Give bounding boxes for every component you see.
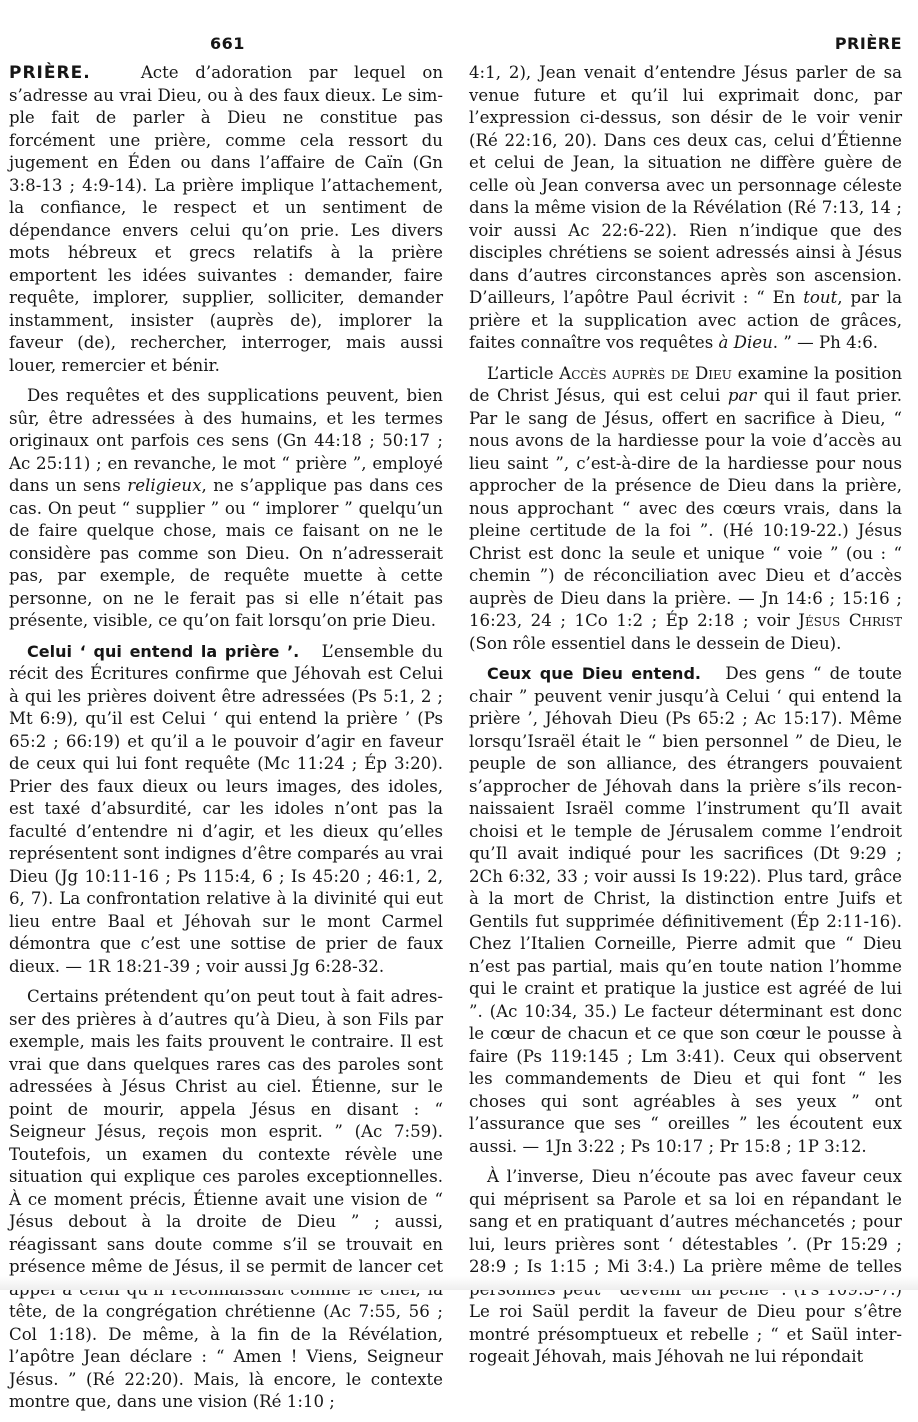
section-subheading: Ceux que Dieu entend.: [487, 664, 701, 683]
section-paragraph: [469, 663, 902, 1158]
continued-paragraph: [469, 62, 902, 355]
cross-reference: Jésus Christ: [798, 611, 903, 630]
section-subheading: Celui ‘ qui entend la prière ’.: [27, 641, 300, 661]
emphasis: tout: [803, 288, 838, 307]
paragraph: Certains prétendent qu’on peut tout à fait adresser des prières à d’autres qu’à Dieu, à son Fils par exemple, mais les faits prouvent le contraire. Il est vrai que dans quelques rares cas des paroles sont adressées à Jésus Christ au ciel. Étienne, sur le point de mourir, appela Jésus en disant : “ Seigneur Jésus, reçois mon esprit. ” (Ac 7:59). Toutefois, un examen du contexte révèle une situation qui explique ces paroles exceptionnelles. À ce moment précis, Étienne avait une vision de “ Jésus debout à la droite de Dieu ” ; aussi, réagissant sans doute comme s’il se trouvait en présence même de Jésus, il se permit de lancer cet tête, de la congrégation chrétienne (Ac 7:55, 56 ; Col 1:18). De même, à la fin de la Révélation, l’apôtre Jean déclare : “ Amen ! Viens, Seigneur Jésus. ” (Ré 22:20). Mais, là encore, le contexte montre que, dans une vision (Ré 1:10 ;: [9, 987, 443, 1411]
paragraph-text: Des gens “ de toute chair ” peuvent venir jusqu’à Celui ‘ qui entend la prière ’, Jéhovah Dieu (Ps 65:2 ; Ac 15:17). Même lorsqu’Israël était le “ bien personnel ” de Dieu, le peuple de son alliance, des étrangers pouvaient s’approcher de Jéhovah dans la prière s’ils reconnaissaient Israël comme l’instrument qu’Il avait choisi et le temple de Jérusalem comme l’endroit qu’Il avait indiqué pour les sacrifices (Dt 9:29 ; 2Ch 6:32, 33 ; voir aussi Is 19:22). Plus tard, grâce à la mort de Christ, la distinction entre Juifs et Gentils fut supprimée définitivement (Ép 2:11-16). Chez l’Italien Corneille, Pierre admit que “ Dieu n’est pas partial, mais qu’en toute nation l’homme qui le craint et pratique la justice est agréé de lui ”. (Ac 10:34, 35.) Le facteur déterminant est donc le cœur de chacun et ce que son cœur le pousse à faire (Ps 119:145 ; Lm 3:41). Ceux qui observent les commandements de Dieu et qui font “ les choses qui sont agréables à ses yeux ” ont l’assurance que ses “ oreilles ” les écoutent eux aussi. — 1Jn 3:22 ; Ps 10:17 ; Pr 15:8 ; 1P 3:12.: [469, 664, 902, 1156]
text-run: , par la prière et la supplication avec action de grâces, faites connaître vos requêtes: [469, 288, 902, 352]
text-run: , ne s’applique pas dans ces cas. On peut “ supplier ” ou “ implorer ” quelqu’un de faire quelque chose, mais ce faisant on ne le considère pas comme son Dieu. On n’adresserait pas, par exemple, de requête muette à cette personne, on ne le ferait pas si elle n’était pas présente, visible, ce qu’on fait lorsqu’on prie Dieu.: [9, 476, 443, 630]
emphasis: religieux: [127, 476, 202, 495]
text-run: . ” — Ph 4:6.: [772, 333, 879, 352]
text-run: qui il faut prier. Par le sang de Jésus, offert en sacrifice à Dieu, “ nous avons de la hardiesse pour la voie d’accès au lieu saint ”, c’est-à-dire de la hardiesse pour nous approcher de la présence de Dieu dans la prière, nous approchant “ avec des cœurs vrais, dans la pleine certitude de la foi ”. (Hé 10:19-22.) Jésus Christ est donc la seule et unique “ voie ” (ou : “ chemin ”) de réconciliation avec Dieu et d’accès auprès de Dieu dans la prière. — Jn 14:6 ; 15:16 ; 16:23, 24 ; 1Co 1:2 ; Ép 2:18 ; voir: [469, 386, 902, 630]
text-run: examine la position de Christ Jésus, qui est celui: [469, 363, 903, 405]
page-number: 661: [210, 34, 245, 53]
left-column: [9, 62, 443, 1422]
emphasis: par: [727, 386, 757, 405]
emphasis: à Dieu: [718, 333, 773, 352]
entry-term: PRIÈRE.: [9, 63, 91, 83]
paragraph: [469, 363, 902, 656]
paragraph: [9, 385, 443, 633]
section-paragraph: [9, 641, 443, 979]
text-run: Des requêtes et des supplications peuvent, bien sûr, être adressées à des humains, et les termes originaux ont parfois ces sens (Gn 44:18 ; 50:17 ; Ac 25:11) ; en revanche, le mot “ prière ”, employé dans un sens: [9, 386, 443, 495]
paragraph: À l’inverse, Dieu n’écoute pas avec faveur ceux qui méprisent sa Parole et sa loi en répandant le sang et en pratiquant d’autres méchancetés ; pour lui, leurs prières sont ‘ détestables ’. (Pr 15:29 ; 28:9 ; Is 1:15 ; Mi 3:4.) La prière même de telles Le roi Saül perdit la faveur de Dieu pour s’être montré présomptueux et rebelle ; “ et Saül interrogeait Jéhovah, mais Jéhovah ne lui répondait: [469, 1167, 902, 1366]
paragraph-text: Acte d’adoration par lequel on s’adresse au vrai Dieu, ou à des faux dieux. Le simple fait de parler à Dieu ne constitue pas forcément une prière, comme cela ressort du jugement en Éden ou dans l’affaire de Caïn (Gn 3:8-13 ; 4:9-14). La prière implique l’attachement, la confiance, le respect et un sentiment de dépendance envers celui qu’on prie. Les divers mots hébreux et grecs relatifs à la prière emportent les idées suivantes : demander, faire requête, implorer, supplier, solliciter, demander instamment, insister (auprès de), implorer la faveur (de), rechercher, interroger, mais aussi louer, remercier et bénir.: [9, 63, 444, 375]
text-run: (Son rôle essentiel dans le dessein de Dieu).: [469, 633, 842, 653]
right-column: [469, 62, 902, 1377]
entry-intro-paragraph: [9, 62, 443, 377]
text-run: L’article: [487, 363, 560, 383]
cross-reference: Accès auprès de Dieu: [559, 363, 732, 383]
running-title: PRIÈRE: [834, 34, 902, 53]
paragraph-text: L’ensemble du récit des Écritures confirme que Jéhovah est Celui à qui les prières doivent être adressées (Ps 5:1, 2 ; Mt 6:9), qu’il est Celui ‘ qui entend la prière ’ (Ps 65:2 ; 66:19) et qu’il a le pouvoir d’agir en faveur de ceux qui lui font requête (Mc 11:24 ; Ép 3:20). Prier des faux dieux ou leurs images, des idoles, est taxé d’absurdité, car les idoles n’ont pas la faculté d’entendre ni d’agir, et les dieux qu’elles représentent sont indignes d’être comparés au vrai Dieu (Jg 10:11-16 ; Ps 115:4, 6 ; Is 45:20 ; 46:1, 2, 6, 7). La confrontation relative à la divinité qui eut lieu entre Baal et Jéhovah sur le mont Carmel démontra que c’est une sottise de prier de faux dieux. — 1R 18:21-39 ; voir aussi Jg 6:28-32.: [9, 641, 443, 976]
page-bottom-shadow: [0, 1276, 918, 1290]
text-run: 4:1, 2), Jean venait d’entendre Jésus parler de sa venue future et qu’il lui exprimait donc, par l’expression ci-dessus, son désir de le voir venir (Ré 22:16, 20). Dans ces deux cas, celui d’Étienne et celui de Jean, la situation ne diffère guère de celle où Jean conversa avec un personnage céleste dans la même vision de la Révélation (Ré 7:13, 14 ; voir aussi Ac 22:6-22). Rien n’indique que des disciples chrétiens se soient adressés ainsi à Jésus dans d’autres circonstances après son ascension. D’ailleurs, l’apôtre Paul écrivit : “ En: [469, 63, 902, 307]
